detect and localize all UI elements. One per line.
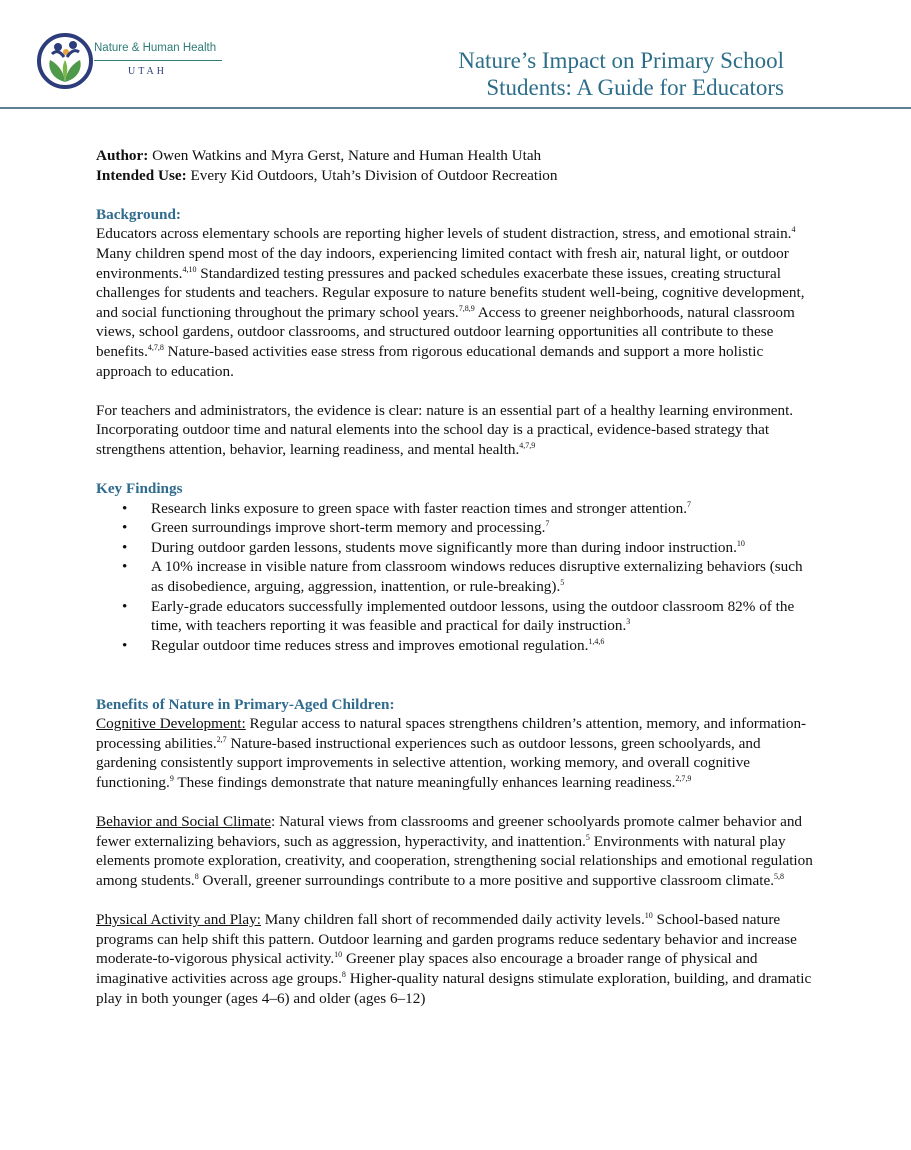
key-findings-heading: Key Findings [96,480,183,498]
text-run: A 10% increase in visible nature from classroom windows reduces disruptive externalizing behaviors (such as disobedience, arguing, aggression, inattention, or rule-breaking). [151,558,803,596]
subsection-label: Cognitive Development: [96,715,246,733]
logo-subtitle: UTAH [128,66,167,77]
citation-superscript: 8 [341,969,346,979]
intended-use-label: Intended Use: [96,166,187,184]
key-findings-list [96,499,816,656]
organization-logo [36,30,236,94]
list-item [96,538,816,558]
text-run: Higher-quality natural designs stimulate exploration, building, and dramatic play in both younger (ages 4–6) and older (ages 6–12) [96,969,812,1007]
background-paragraph-2 [96,401,816,460]
benefits-heading: Benefits of Nature in Primary-Aged Children: [96,695,395,713]
text-run: Many children spend most of the day indoors, experiencing limited contact with fresh air, natural light, or outdoor environments. [96,244,789,282]
text-run: Early-grade educators successfully implemented outdoor lessons, using the outdoor classroom 82% of the time, with teachers reporting it was feasible and practical for daily instruction. [151,597,795,635]
list-item [96,557,816,596]
citation-superscript: 10 [644,911,653,921]
text-run: Research links exposure to green space with faster reaction times and stronger attention. [151,499,688,517]
subsection-label: Behavior and Social Climate [96,813,272,831]
citation-superscript: 7 [687,499,692,509]
intended-use-value: Every Kid Outdoors, Utah’s Division of Outdoor Recreation [186,166,558,184]
list-item [96,597,816,636]
list-item [96,518,816,538]
citation-superscript: 2,7,9 [675,774,692,783]
citation-superscript: 5,8 [774,871,784,881]
text-run: Regular access to natural spaces strengthens children’s attention, memory, and information-processing abilities. [96,715,807,752]
text-run: Nature-based activities ease stress from rigorous educational demands and support a more holistic approach to education. [96,342,764,380]
text-run: Greener play spaces also encourage a broader range of physical and imaginative activities across age groups. [96,950,758,987]
citation-superscript: 3 [626,617,631,627]
text-run: Environments with natural play elements promote exploration, creativity, and cooperation, strengthening social relationships and emotional regulation among students. [96,832,813,889]
logo-divider [94,60,222,61]
text-run: : Natural views from classrooms and greener schoolyards promote calmer behavior and fewer externalizing behaviors, such as aggression, hyperactivity, and inattention. [96,813,803,850]
background-heading: Background: [96,205,181,223]
citation-superscript: 10 [334,950,343,960]
subsection-label: Physical Activity and Play: [96,911,261,929]
citation-superscript: 4,7,8 [147,342,164,352]
intended-use-line [96,166,816,186]
text-run: School-based nature programs can help shift this pattern. Outdoor learning and garden programs reduce sedentary behavior and increase moderate-to-vigorous physical activity. [96,911,797,968]
text-run: These findings demonstrate that nature meaningfully enhances learning readiness. [173,774,676,791]
behavior-social-paragraph [96,812,816,890]
text-run: Educators across elementary schools are reporting higher levels of student distraction, stress, and emotional strain. [96,225,792,243]
logo-name: Nature & Human Health [94,42,217,54]
citation-superscript: 10 [736,538,745,548]
text-run: Standardized testing pressures and packed schedules exacerbate these issues, creating structural challenges for students and teachers. Regular exposure to nature benefits student well-being, cognitive development, and social functioning throughout the primary school years. [96,264,805,321]
citation-superscript: 7,8,9 [458,303,475,313]
citation-superscript: 5 [560,578,565,588]
text-run: Regular outdoor time reduces stress and improves emotional regulation. [151,636,589,654]
page-header [0,0,911,108]
background-paragraph-1 [96,224,816,381]
author-label: Author: [96,147,149,164]
physical-activity-paragraph [96,910,816,1008]
text-run: Access to greener neighborhoods, natural classroom views, school gardens, outdoor classrooms, and structured outdoor learning opportunities all contribute to these benefits. [96,303,795,360]
document-title [364,47,784,101]
text-run: Green surroundings improve short-term memory and processing. [151,519,546,537]
title-line-2: Students: A Guide for Educators [486,75,784,100]
citation-superscript: 4 [791,225,796,235]
text-run: Many children fall short of recommended daily activity levels. [260,911,645,929]
text-run: Nature-based instructional experiences such as outdoor lessons, green schoolyards, and gardening consistently support improvements in selective attention, working memory, and overall cognitive functioning. [96,734,761,791]
citation-superscript: 1,4,6 [588,636,605,646]
citation-superscript: 4,10 [182,264,197,274]
text-run: During outdoor garden lessons, students move significantly more than during indoor instruction. [151,538,737,556]
citation-superscript: 5 [585,832,590,842]
header-divider [0,107,911,109]
text-run: Overall, greener surroundings contribute to a more positive and supportive classroom climate. [198,871,774,889]
citation-superscript: 7 [545,519,550,529]
list-item [96,499,816,519]
logo-emblem-icon [36,30,94,92]
author-line [96,146,816,166]
title-line-1: Nature’s Impact on Primary School [458,48,784,73]
citation-superscript: 9 [169,774,174,783]
citation-superscript: 2,7 [216,734,227,744]
cognitive-development-paragraph [96,714,816,792]
list-item [96,636,816,656]
author-value: Owen Watkins and Myra Gerst, Nature and Human Health Utah [148,147,542,164]
document-body [96,146,816,1008]
citation-superscript: 8 [194,871,199,881]
citation-superscript: 4,7,9 [519,440,536,450]
text-run: For teachers and administrators, the evidence is clear: nature is an essential part of a healthy learning environment. Incorporating outdoor time and natural elements into the school day is a practical, evidence-based strategy that strengthens attention, behavior, learning readiness, and mental health. [96,401,794,458]
